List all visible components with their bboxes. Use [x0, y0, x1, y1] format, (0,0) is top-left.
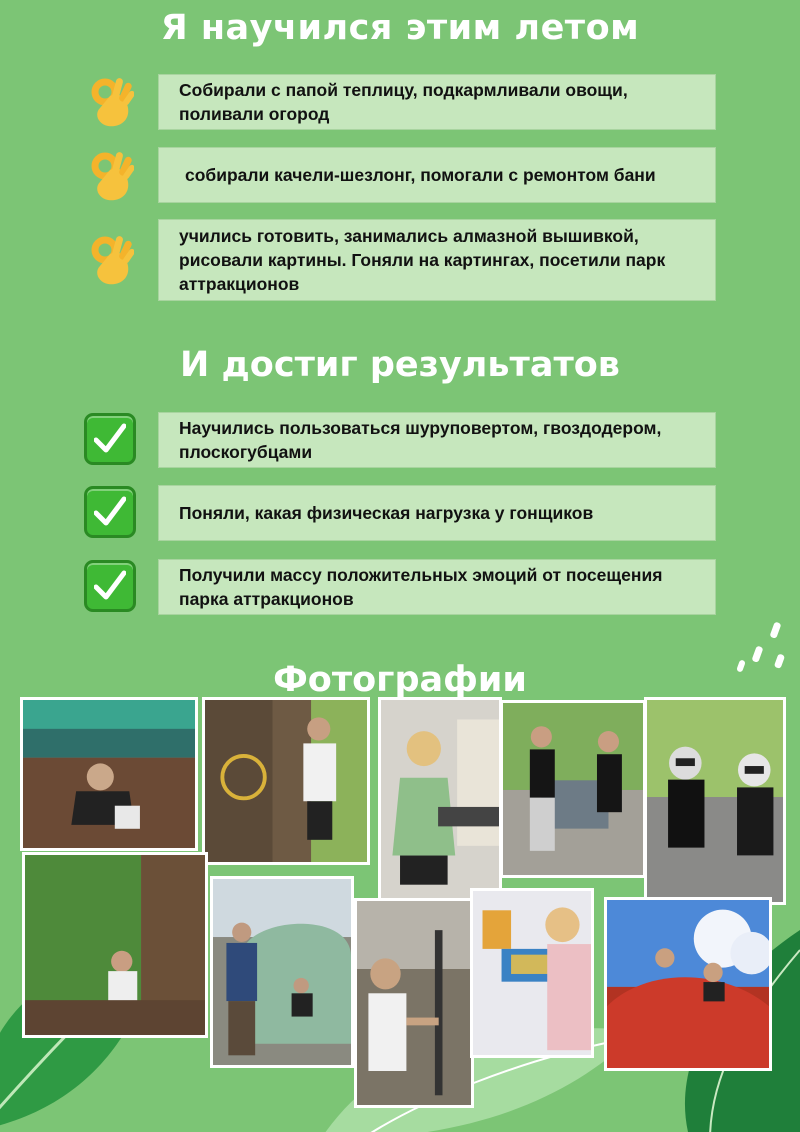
- photo-well-friends: [500, 700, 646, 878]
- ok-hand-icon: [88, 74, 134, 130]
- learned-item-1: [158, 74, 716, 130]
- photo-garden-digging: [20, 697, 198, 851]
- photo-amusement-park: [604, 897, 772, 1071]
- check-mark-icon: [84, 486, 136, 538]
- result-item-3-text: Получили массу положительных эмоций от посещения парка аттракционов: [179, 565, 663, 609]
- result-item-3: [158, 559, 716, 615]
- photo-watering-hose: [202, 697, 370, 865]
- section-title-results: И достиг результатов: [180, 345, 620, 385]
- photo-cooking: [378, 697, 502, 912]
- photo-swing-repair: [354, 898, 474, 1108]
- learned-item-3: [158, 219, 716, 301]
- section-title-photos: Фотографии: [273, 660, 527, 700]
- result-item-1-text: Научились пользоваться шуруповертом, гвоздодером, плоскогубцами: [179, 418, 662, 462]
- photo-karting-helmets: [644, 697, 786, 905]
- photo-greenhouse: [210, 876, 354, 1068]
- learned-item-2: [158, 147, 716, 203]
- learned-item-1-text: Собирали с папой теплицу, подкармливали овощи, поливали огород: [179, 80, 628, 124]
- result-item-2-text: Поняли, какая физическая нагрузка у гонщиков: [179, 503, 594, 523]
- check-mark-icon: [84, 560, 136, 612]
- ok-hand-icon: [88, 148, 134, 204]
- learned-item-2-text: собирали качели-шезлонг, помогали с ремонтом бани: [185, 165, 656, 185]
- learned-item-3-text: учились готовить, занимались алмазной вышивкой, рисовали картины. Гоняли на картингах, посетили парк аттракционов: [179, 226, 666, 294]
- result-item-2: [158, 485, 716, 541]
- section-title-learned: Я научился этим летом: [160, 8, 640, 48]
- check-mark-icon: [84, 413, 136, 465]
- ok-hand-icon: [88, 232, 134, 288]
- result-item-1: [158, 412, 716, 468]
- photo-garden-beds: [22, 852, 208, 1038]
- photo-diamond-embroidery: [470, 888, 594, 1058]
